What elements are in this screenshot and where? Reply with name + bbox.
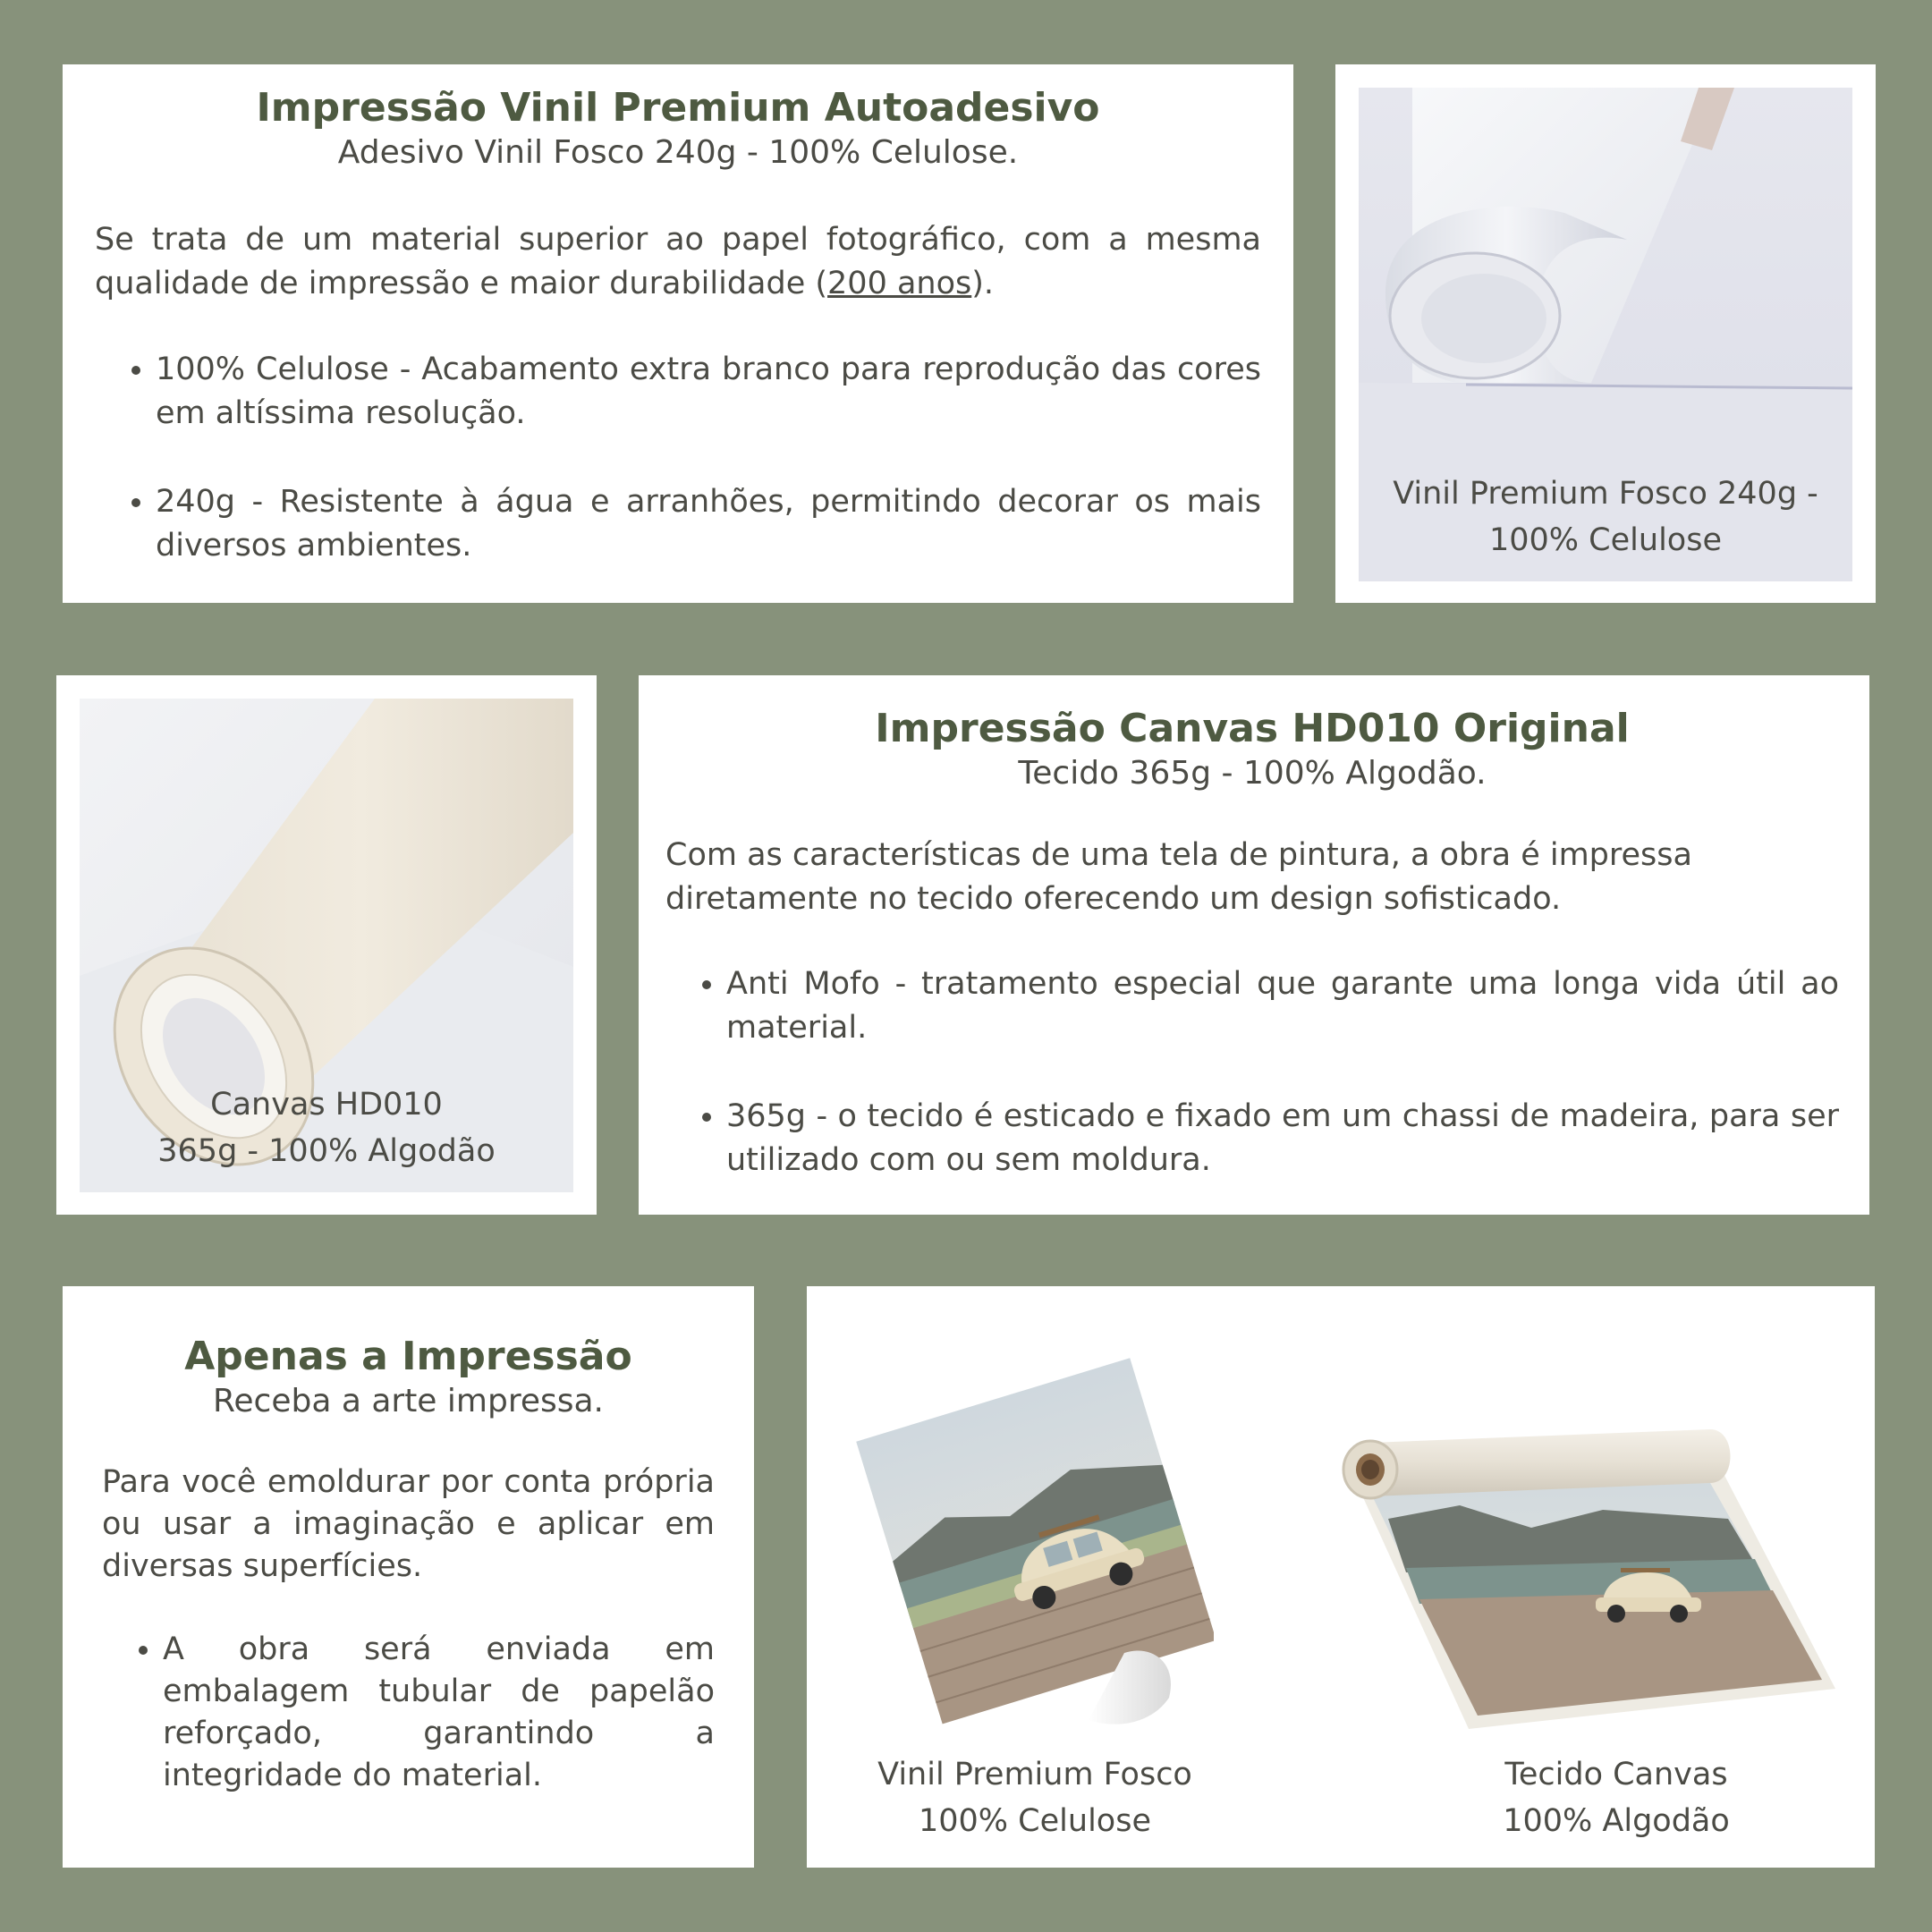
print-only-bullet-packaging: • A obra será enviada em embalagem tubular de papelão reforçado, garantindo a integridade do material. bbox=[163, 1629, 715, 1797]
canvas-example-caption-line1: Tecido Canvas bbox=[1504, 1757, 1728, 1792]
canvas-roll-photo bbox=[80, 699, 573, 1192]
canvas-info-panel bbox=[639, 675, 1869, 1215]
canvas-bullet-list bbox=[665, 962, 1839, 1182]
vinil-print-example bbox=[856, 1358, 1214, 1733]
vinil-durability-link: 200 anos bbox=[827, 266, 972, 301]
canvas-subtitle: Tecido 365g - 100% Algodão. bbox=[1018, 755, 1487, 792]
canvas-bullet-antimofo: • Anti Mofo - tratamento especial que garante uma longa vida útil ao material. bbox=[726, 962, 1839, 1050]
vinil-subtitle: Adesivo Vinil Fosco 240g - 100% Celulose. bbox=[337, 134, 1019, 171]
print-only-subtitle: Receba a arte impressa. bbox=[212, 1383, 604, 1419]
vinil-bullet-resistente: • 240g - Resistente à água e arranhões, permitindo decorar os mais diversos ambientes. bbox=[156, 480, 1261, 568]
vinil-example-caption-line1: Vinil Premium Fosco bbox=[877, 1757, 1192, 1792]
vinil-photo-caption-line2: 100% Celulose bbox=[1489, 522, 1722, 558]
examples-panel bbox=[807, 1286, 1875, 1868]
canvas-photo-panel bbox=[56, 675, 597, 1215]
print-only-panel bbox=[63, 1286, 754, 1868]
canvas-photo-caption bbox=[80, 1081, 573, 1174]
vinil-photo-panel bbox=[1335, 64, 1876, 603]
canvas-photo-caption-line2: 365g - 100% Algodão bbox=[157, 1133, 496, 1169]
vinil-desc-text: Se trata de um material superior ao papel fotográfico, com a mesma qualidade de impressão e maior durabilidade ( bbox=[95, 222, 1261, 301]
vinil-info-panel bbox=[63, 64, 1293, 603]
canvas-bullet-365g: • 365g - o tecido é esticado e fixado em um chassi de madeira, para ser utilizado com ou sem moldura. bbox=[726, 1095, 1839, 1182]
vinil-example-caption-line2: 100% Celulose bbox=[919, 1803, 1151, 1839]
vinil-photo-caption-line1: Vinil Premium Fosco 240g - bbox=[1393, 476, 1818, 512]
canvas-description: Com as características de uma tela de pintura, a obra é impressa diretamente no tecido oferecendo um design sofisticado. bbox=[665, 837, 1692, 917]
vinil-description bbox=[95, 218, 1261, 306]
canvas-title: Impressão Canvas HD010 Original bbox=[875, 706, 1630, 751]
vinil-example-caption bbox=[843, 1751, 1227, 1844]
canvas-photo-caption-line1: Canvas HD010 bbox=[210, 1087, 443, 1123]
canvas-example-caption-line2: 100% Algodão bbox=[1503, 1803, 1730, 1839]
vinil-title: Impressão Vinil Premium Autoadesivo bbox=[256, 85, 1100, 131]
print-only-bullet-list bbox=[102, 1629, 715, 1797]
vinil-photo-caption bbox=[1359, 470, 1852, 564]
vinil-desc-end: ). bbox=[971, 266, 995, 301]
vinil-bullet-celulose: • 100% Celulose - Acabamento extra branco para reprodução das cores em altíssima resolução. bbox=[156, 348, 1261, 436]
canvas-example-caption bbox=[1442, 1751, 1791, 1844]
print-only-title: Apenas a Impressão bbox=[184, 1334, 632, 1379]
vinil-roll-photo bbox=[1359, 88, 1852, 581]
vinil-bullet-list bbox=[95, 348, 1261, 568]
canvas-print-example bbox=[1335, 1420, 1835, 1760]
print-only-description: Para você emoldurar por conta própria ou usar a imaginação e aplicar em diversas superfícies. bbox=[102, 1464, 715, 1584]
